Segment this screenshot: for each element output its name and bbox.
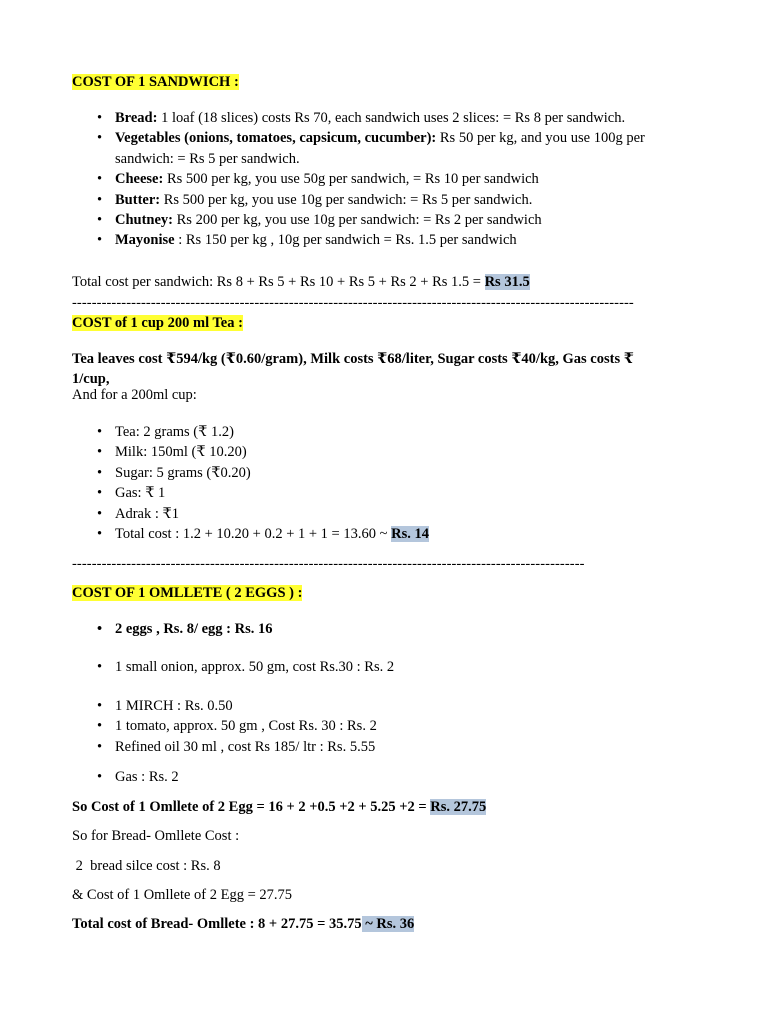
list-item: • Total cost : 1.2 + 10.20 + 0.2 + 1 + 1 = 13.60 ~ Rs. 14 (72, 524, 672, 544)
tea-cost-list (72, 422, 672, 544)
list-item: • 1 tomato, approx. 50 gm , Cost Rs. 30 : Rs. 2 (72, 716, 672, 736)
separator: ------------------------------------------------------------------------------------------------------------------ (72, 295, 634, 311)
list-item: • Butter: Rs 500 per kg, you use 10g per sandwich: = Rs 5 per sandwich. (72, 190, 672, 210)
list-item: • Bread: 1 loaf (18 slices) costs Rs 70, each sandwich uses 2 slices: = Rs 8 per sandwich. (72, 108, 672, 128)
list-item: • 2 eggs , Rs. 8/ egg : Rs. 16 (72, 619, 672, 639)
list-item: • 1 MIRCH : Rs. 0.50 (72, 696, 672, 716)
tea-intro: And for a 200ml cup: (72, 387, 197, 403)
sandwich-heading: COST OF 1 SANDWICH : (72, 74, 239, 90)
bread-cost-line: 2 bread silce cost : Rs. 8 (72, 858, 221, 874)
list-item: • Milk: 150ml (₹ 10.20) (72, 442, 672, 462)
omelette-heading: COST OF 1 OMLLETE ( 2 EGGS ) : (72, 585, 303, 601)
list-item: • Gas : Rs. 2 (72, 767, 672, 787)
list-item: • 1 small onion, approx. 50 gm, cost Rs.30 : Rs. 2 (72, 657, 672, 677)
tea-total-value: Rs. 14 (391, 526, 429, 543)
list-item: • Cheese: Rs 500 per kg, you use 50g per sandwich, = Rs 10 per sandwich (72, 169, 672, 189)
omelette-total-value: Rs. 27.75 (430, 799, 487, 815)
list-item: • Sugar: 5 grams (₹0.20) (72, 463, 672, 483)
list-item: • Tea: 2 grams (₹ 1.2) (72, 422, 672, 442)
omlette-cost-line: & Cost of 1 Omllete of 2 Egg = 27.75 (72, 887, 293, 903)
omelette-total: So Cost of 1 Omllete of 2 Egg = 16 + 2 +0.5 +2 + 5.25 +2 = Rs. 27.75 (72, 799, 487, 815)
final-total: Total cost of Bread- Omllete : 8 + 27.75 = 35.75 ~ Rs. 36 (72, 916, 415, 932)
omelette-cost-list (72, 696, 672, 757)
omelette-onion-list (72, 657, 672, 677)
tea-prices: Tea leaves cost ₹594/kg (₹0.60/gram), Milk costs ₹68/liter, Sugar costs ₹40/kg, Gas costs ₹ 1/cup, (72, 351, 634, 387)
sandwich-cost-list (72, 108, 672, 251)
bread-omlette-title: So for Bread- Omllete Cost : (72, 828, 240, 844)
final-total-value: ~ Rs. 36 (361, 916, 415, 932)
omelette-eggs-list (72, 619, 672, 639)
sandwich-total: Total cost per sandwich: Rs 8 + Rs 5 + Rs 10 + Rs 5 + Rs 2 + Rs 1.5 = Rs 31.5 (72, 274, 530, 290)
list-item: • Mayonise : Rs 150 per kg , 10g per sandwich = Rs. 1.5 per sandwich (72, 230, 672, 250)
list-item: • Vegetables (onions, tomatoes, capsicum, cucumber): Rs 50 per kg, and you use 100g per sandwich: = Rs 5 per sandwich. (72, 128, 672, 169)
list-item: • Gas: ₹ 1 (72, 483, 672, 503)
separator: -------------------------------------------------------------------------------------------------------- (72, 556, 585, 572)
list-item: • Adrak : ₹1 (72, 504, 672, 524)
tea-heading: COST of 1 cup 200 ml Tea : (72, 315, 243, 331)
list-item: • Chutney: Rs 200 per kg, you use 10g per sandwich: = Rs 2 per sandwich (72, 210, 672, 230)
list-item: • Refined oil 30 ml , cost Rs 185/ ltr : Rs. 5.55 (72, 737, 672, 757)
sandwich-total-value: Rs 31.5 (484, 274, 530, 290)
omelette-gas-list (72, 767, 672, 787)
